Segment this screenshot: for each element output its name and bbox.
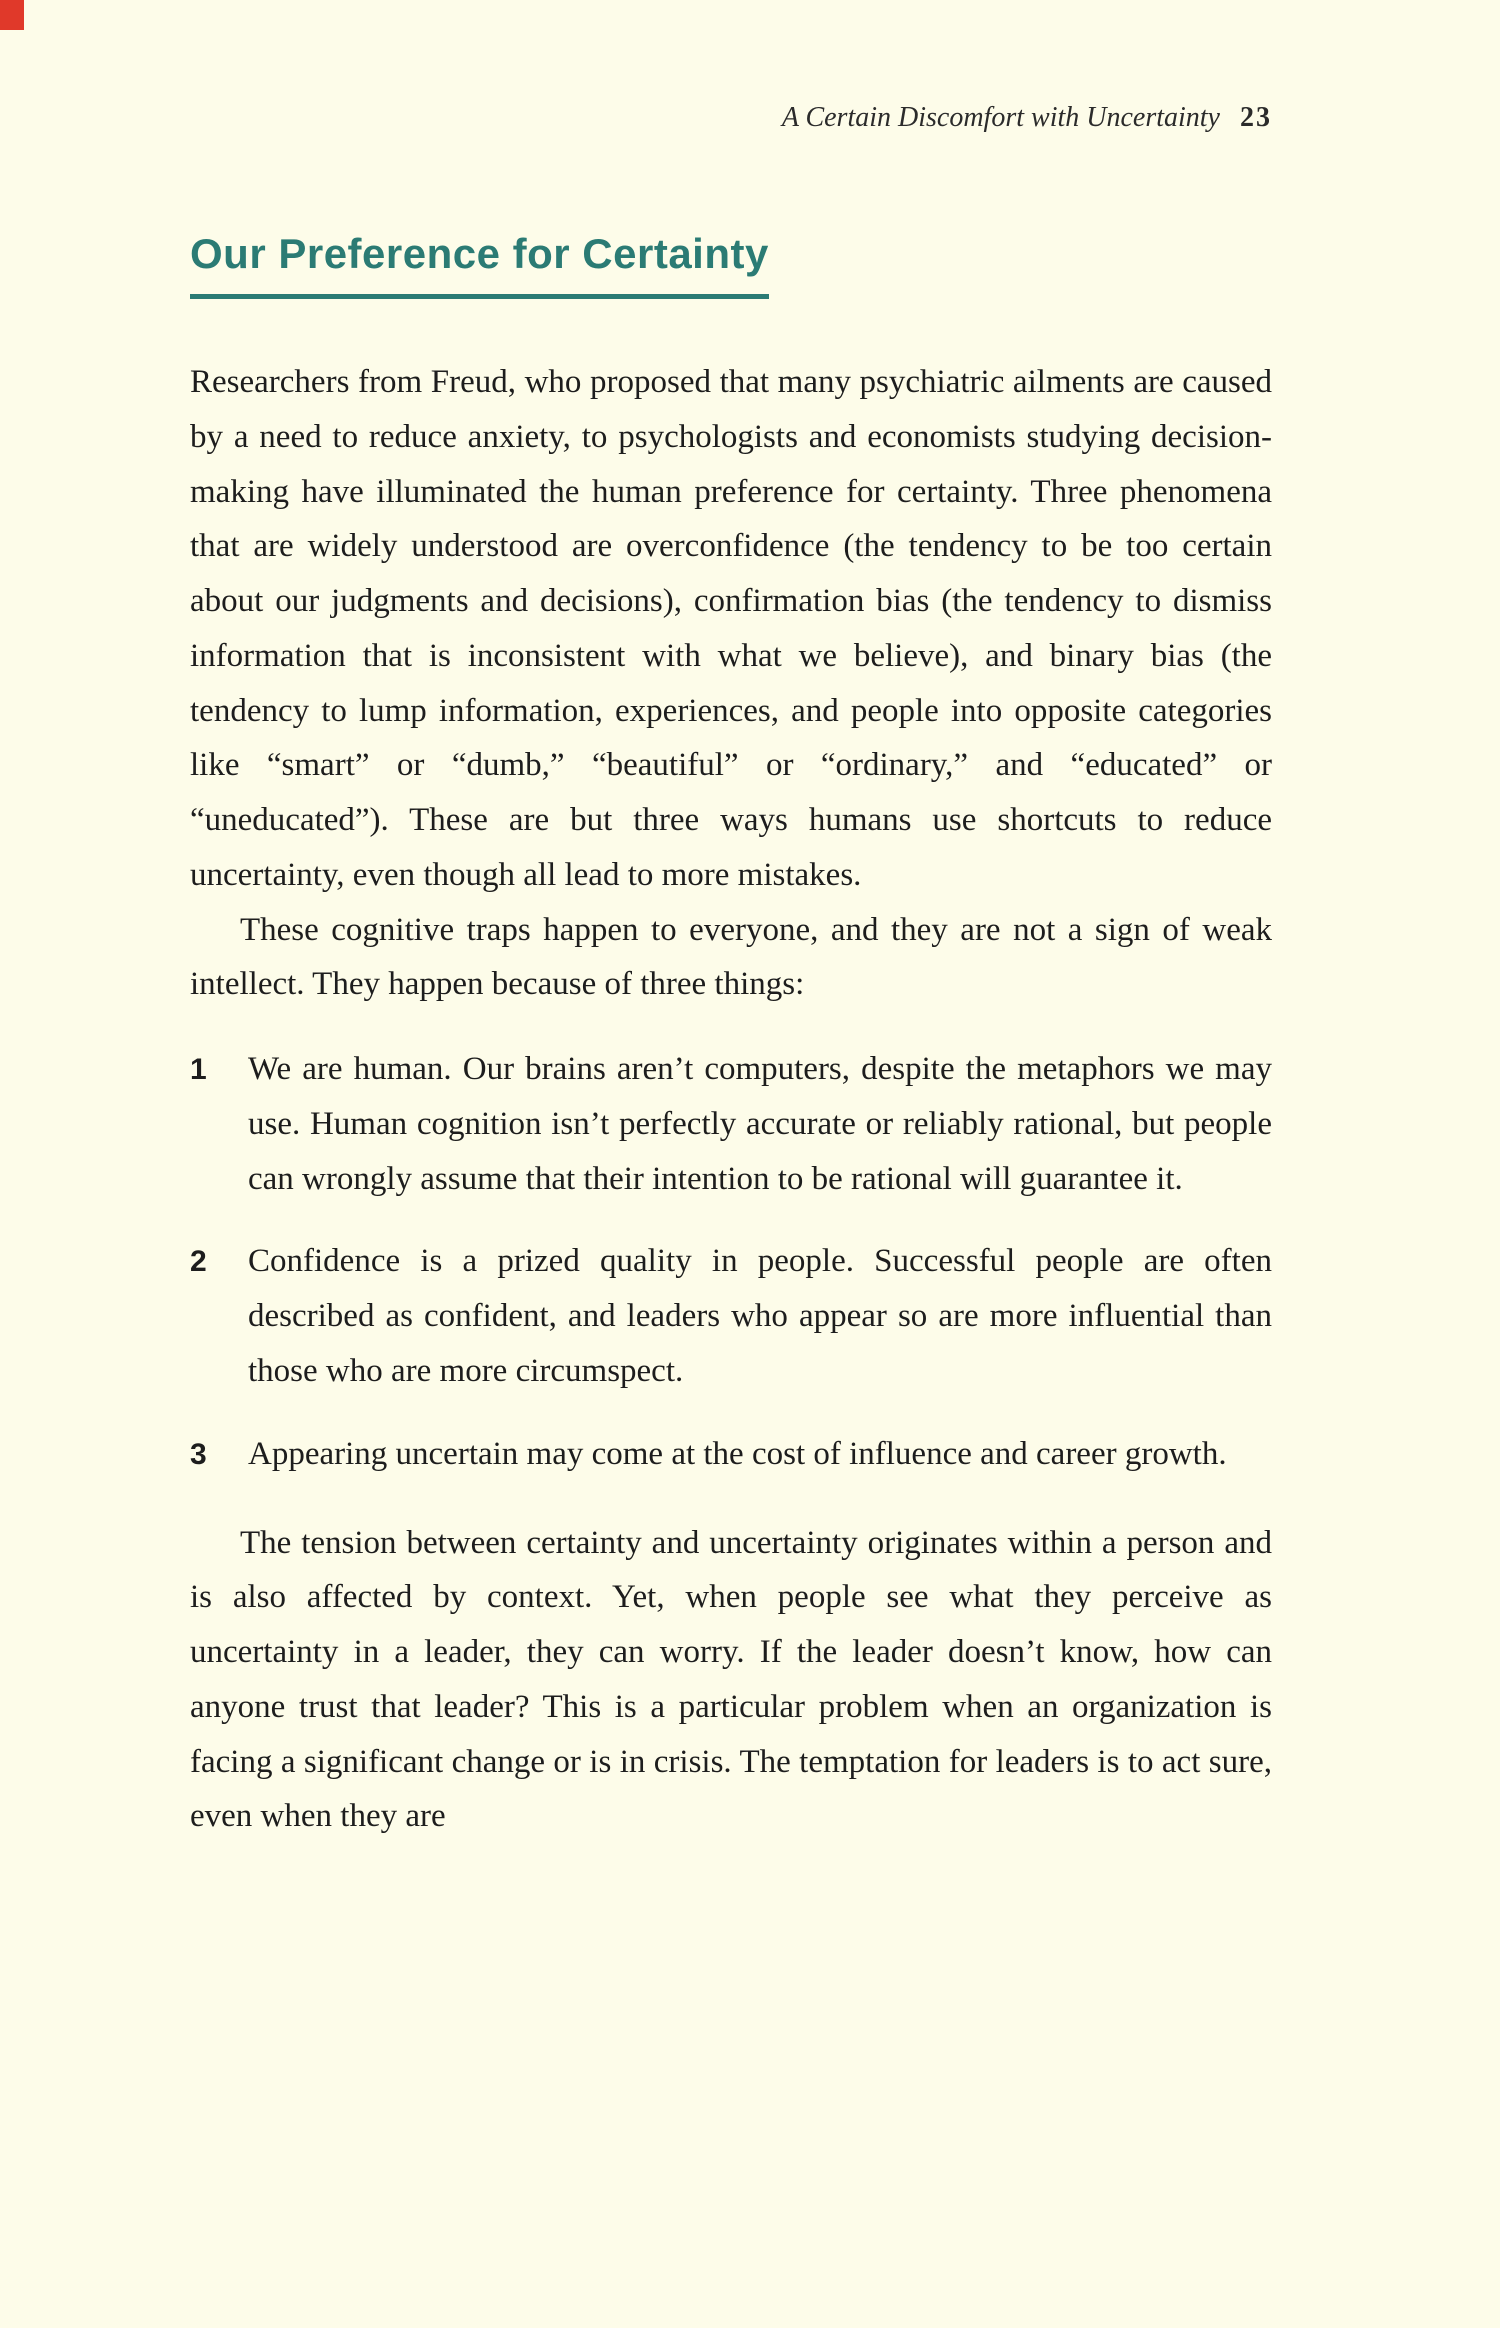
paragraph-2: These cognitive traps happen to everyone, and they are not a sign of weak intellect. They happen because of three things: — [190, 911, 1272, 1003]
book-page — [190, 102, 1272, 1844]
page-number: 23 — [1240, 102, 1272, 133]
running-header — [190, 102, 1272, 134]
page-corner-mark — [0, 0, 24, 30]
body-text — [190, 355, 1272, 1844]
section-heading-wrap — [190, 230, 1272, 299]
list-item — [190, 1427, 1272, 1482]
running-header-title: A Certain Discomfort with Uncertainty — [781, 102, 1220, 133]
list-item-number: 2 — [190, 1245, 207, 1279]
section-heading: Our Preference for Certainty — [190, 230, 769, 299]
list-item-text: Appearing uncertain may come at the cost of influence and career growth. — [248, 1435, 1227, 1472]
list-item-number: 1 — [190, 1053, 207, 1087]
numbered-list — [190, 1042, 1272, 1481]
list-item — [190, 1042, 1272, 1206]
list-item-text: Confidence is a prized quality in people. Successful people are often described as confident, and leaders who appear so are more influential than those who are more circumspect. — [248, 1243, 1272, 1390]
list-item-text: We are human. Our brains aren’t computers, despite the metaphors we may use. Human cognition isn’t perfectly accurate or reliably rational, but people can wrongly assume that their intention to be rational will guarantee it. — [248, 1051, 1272, 1197]
paragraph-3: The tension between certainty and uncertainty originates within a person and is also affected by context. Yet, when people see what they perceive as uncertainty in a leader, they can worry. If the leader doesn’t know, how can anyone trust that leader? This is a particular problem when an organization is facing a significant change or is in crisis. The temptation for leaders is to act sure, even when they are — [190, 1524, 1272, 1835]
list-item — [190, 1234, 1272, 1398]
paragraph-1: Researchers from Freud, who proposed that many psychiatric ailments are caused by a need to reduce anxiety, to psychologists and economists studying decision-making have illuminated the human preference for certainty. Three phenomena that are widely understood are overconfidence (the tendency to be too certain about our judgments and decisions), confirmation bias (the tendency to dismiss information that is inconsistent with what we believe), and binary bias (the tendency to lump information, experiences, and people into opposite categories like “smart” or “dumb,” “beautiful” or “ordinary,” and “educated” or “uneducated”). These are but three ways humans use shortcuts to reduce uncertainty, even though all lead to more mistakes. — [190, 364, 1272, 893]
list-item-number: 3 — [190, 1437, 207, 1471]
